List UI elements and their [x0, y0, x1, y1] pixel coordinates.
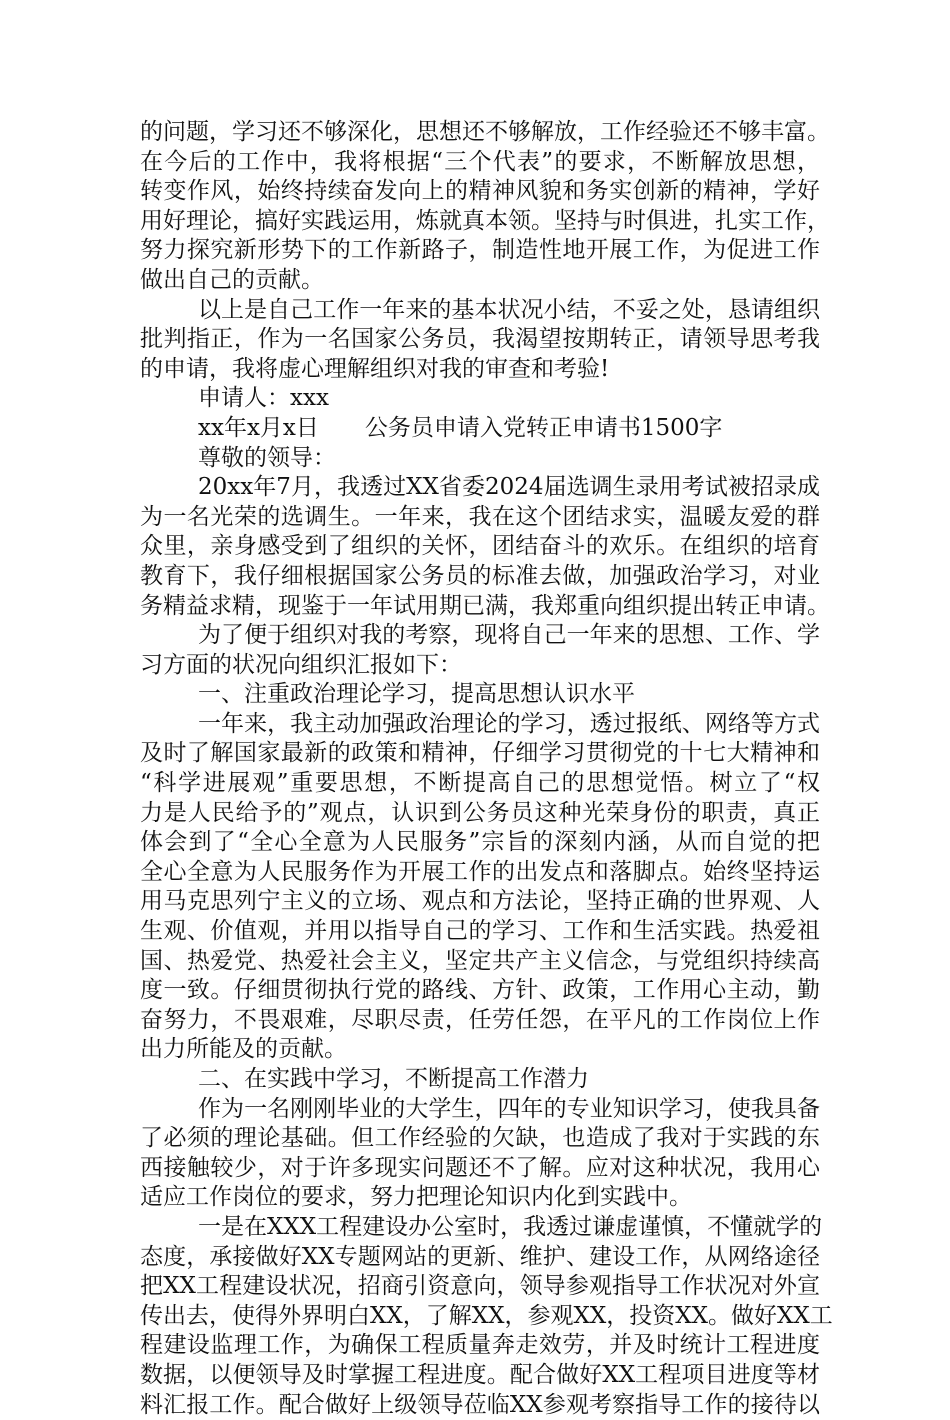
text-line: 作为一名刚刚毕业的大学生，四年的专业知识学习，使我具备 [198, 1095, 820, 1122]
text-line: 的申请，我将虚心理解组织对我的审查和考验! [140, 355, 610, 382]
text-line: 众里，亲身感受到了组织的关怀，团结奋斗的欢乐。在组织的培育 [140, 533, 820, 560]
text-line: 一年来，我主动加强政治理论的学习，透过报纸、网络等方式 [198, 710, 820, 737]
text-line: 奋努力，不畏艰难，尽职尽责，任劳任怨，在平凡的工作岗位上作 [140, 1006, 820, 1033]
text-line: 教育下，我仔细根据国家公务员的标准去做，加强政治学习，对业 [140, 562, 820, 589]
text-line: 尊敬的领导： [198, 444, 336, 471]
text-line: 国、热爱党、热爱社会主义，坚定共产主义信念，与党组织持续高 [140, 947, 820, 974]
text-line: 及时了解国家最新的政策和精神，仔细学习贯彻党的十七大精神和 [140, 740, 820, 767]
text-line: 20xx年7月，我透过XX省委2024届选调生录用考试被招录成 [198, 474, 820, 501]
text-line: 申请人：xxx [198, 385, 329, 412]
text-line: 在今后的工作中，我将根据“三个代表”的要求，不断解放思想， [140, 148, 820, 175]
text-line: 习方面的状况向组织汇报如下： [140, 651, 462, 678]
text-line: 批判指正，作为一名国家公务员，我渴望按期转正，请领导思考我 [140, 326, 820, 353]
text-line: 用马克思列宁主义的立场、观点和方法论，坚持正确的世界观、人 [140, 888, 820, 915]
text-line: 了必须的理论基础。但工作经验的欠缺，也造成了我对于实践的东 [140, 1125, 820, 1152]
text-line: 出力所能及的贡献。 [140, 1036, 347, 1063]
text-line: 一是在XXX工程建设办公室时，我透过谦虚谨慎，不懂就学的 [198, 1213, 823, 1240]
text-line: 生观、价值观，并用以指导自己的学习、工作和生活实践。热爱祖 [140, 918, 820, 945]
text-line: 料汇报工作。配合做好上级领导莅临XX参观考察指导工作的接待以 [140, 1391, 820, 1418]
text-line: 用好理论，搞好实践运用，炼就真本领。坚持与时俱进，扎实工作， [140, 207, 830, 234]
text-line: 全心全意为人民服务作为开展工作的出发点和落脚点。始终坚持运 [140, 858, 820, 885]
text-line: 以上是自己工作一年来的基本状况小结，不妥之处，恳请组织 [198, 296, 820, 323]
text-line: 力是人民给予的”观点，认识到公务员这种光荣身份的职责，真正 [140, 799, 820, 826]
text-line: 适应工作岗位的要求，努力把理论知识内化到实践中。 [140, 1184, 692, 1211]
text-line: 程建设监理工作，为确保工程质量奔走效劳，并及时统计工程进度 [140, 1332, 820, 1359]
text-line: 把XX工程建设状况，招商引资意向，领导参观指导工作状况对外宣 [140, 1273, 820, 1300]
text-line: 态度，承接做好XX专题网站的更新、维护、建设工作，从网络途径 [140, 1243, 820, 1270]
document-body [140, 118, 833, 1420]
text-line: 数据，以便领导及时掌握工程进度。配合做好XX工程项目进度等材 [140, 1361, 820, 1388]
text-line: 二、在实践中学习，不断提高工作潜力 [198, 1066, 589, 1092]
text-line: 一、注重政治理论学习，提高思想认识水平 [198, 681, 635, 708]
text-line: “科学进展观”重要思想，不断提高自己的思想觉悟。树立了“权 [140, 770, 820, 797]
text-line: 为一名光荣的选调生。一年来，我在这个团结求实，温暖友爱的群 [140, 503, 820, 530]
text-line: 体会到了“全心全意为人民服务”宗旨的深刻内涵，从而自觉的把 [140, 829, 820, 856]
text-line: 度一致。仔细贯彻执行党的路线、方针、政策，工作用心主动，勤 [140, 977, 820, 1004]
text-line: 西接触较少，对于许多现实问题还不了解。应对这种状况，我用心 [140, 1154, 820, 1181]
text-line: 传出去，使得外界明白XX，了解XX，参观XX，投资XX。做好XX工 [140, 1302, 833, 1329]
text-line: 务精益求精，现鉴于一年试用期已满，我郑重向组织提出转正申请。 [140, 592, 830, 619]
text-line: 转变作风，始终持续奋发向上的精神风貌和务实创新的精神，学好 [140, 178, 820, 205]
text-line: xx年x月x日 公务员申请入党转正申请书1500字 [198, 414, 723, 441]
text-line: 的问题，学习还不够深化，思想还不够解放，工作经验还不够丰富。 [140, 119, 830, 145]
text-line: 努力探究新形势下的工作新路子，制造性地开展工作，为促进工作 [140, 237, 820, 264]
text-line: 为了便于组织对我的考察，现将自己一年来的思想、工作、学 [198, 622, 820, 649]
text-line: 做出自己的贡献。 [140, 266, 324, 293]
